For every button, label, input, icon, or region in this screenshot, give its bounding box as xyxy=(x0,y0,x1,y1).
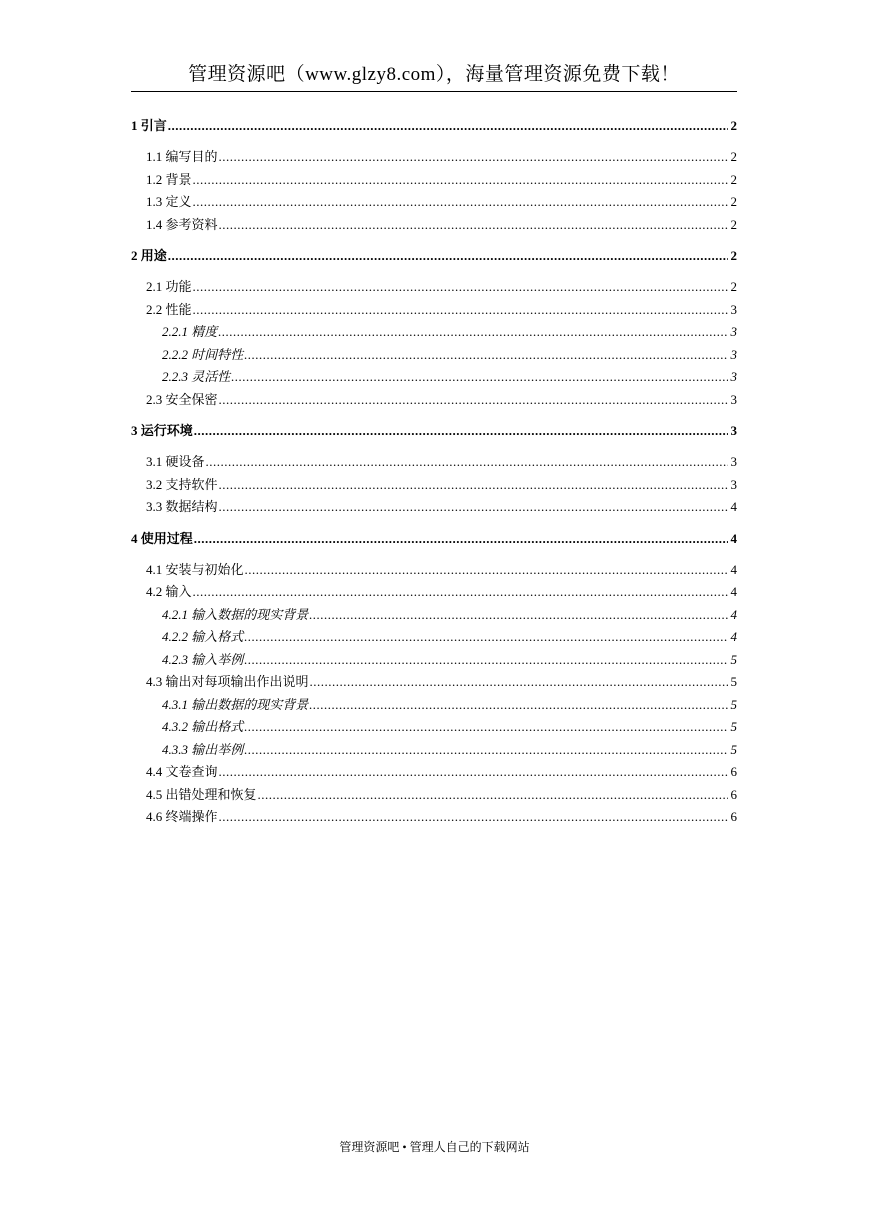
toc-entry-title: 4.3 输出对每项输出作出说明 xyxy=(146,674,309,689)
toc-entry-level-2[interactable] xyxy=(131,496,737,519)
toc-dot-leader xyxy=(219,806,728,829)
toc-entry-title: 4.3.2 输出格式 xyxy=(162,719,244,734)
toc-entry-title: 4.5 出错处理和恢复 xyxy=(146,786,257,802)
toc-entry-page-number: 2 xyxy=(730,118,737,133)
toc-entry-title: 2 用途 xyxy=(131,248,167,263)
toc-entry-level-3[interactable] xyxy=(131,604,737,627)
toc-entry-page-number: 2 xyxy=(730,149,737,164)
toc-entry-level-2[interactable] xyxy=(131,559,737,582)
toc-entry-page-number: 3 xyxy=(730,301,737,317)
toc-entry-level-2[interactable] xyxy=(131,169,737,192)
toc-dot-leader xyxy=(244,716,728,739)
toc-entry-level-2[interactable] xyxy=(131,474,737,497)
toc-entry-page-number: 3 xyxy=(730,369,737,384)
toc-entry-title: 2.2.1 精度 xyxy=(162,324,218,339)
toc-entry-title: 4.4 文卷查询 xyxy=(146,764,218,779)
table-of-contents xyxy=(131,114,737,829)
toc-entry-page-number: 4 xyxy=(730,606,737,622)
toc-entry-page-number: 2 xyxy=(730,216,737,232)
toc-entry-level-2[interactable] xyxy=(131,761,737,784)
toc-dot-leader xyxy=(245,559,728,582)
toc-dot-leader xyxy=(193,276,728,299)
toc-entry-level-2[interactable] xyxy=(131,191,737,214)
toc-entry-title: 1.4 参考资料 xyxy=(146,216,218,232)
toc-entry-title: 1.2 背景 xyxy=(146,171,192,187)
toc-dot-leader xyxy=(310,671,728,694)
toc-dot-leader xyxy=(244,344,728,367)
toc-dot-leader xyxy=(193,169,728,192)
toc-entry-page-number: 5 xyxy=(730,741,737,757)
toc-dot-leader xyxy=(194,419,728,443)
toc-dot-leader xyxy=(231,366,728,389)
toc-dot-leader xyxy=(309,604,728,627)
toc-dot-leader xyxy=(206,451,728,474)
toc-entry-title: 1 引言 xyxy=(131,118,167,133)
toc-entry-page-number: 5 xyxy=(730,674,737,689)
toc-entry-page-number: 5 xyxy=(730,696,737,712)
toc-entry-title: 4.2.1 输入数据的现实背景 xyxy=(162,606,309,622)
toc-entry-page-number: 5 xyxy=(730,719,737,734)
toc-entry-level-2[interactable] xyxy=(131,451,737,474)
toc-entry-level-1[interactable] xyxy=(131,527,737,551)
toc-entry-title: 1.3 定义 xyxy=(146,194,192,209)
header-divider xyxy=(131,91,737,92)
toc-entry-page-number: 3 xyxy=(730,346,737,362)
toc-dot-leader xyxy=(219,761,728,784)
toc-dot-leader xyxy=(168,114,728,138)
toc-entry-level-3[interactable] xyxy=(131,366,737,389)
toc-entry-page-number: 2 xyxy=(730,194,737,209)
toc-entry-page-number: 3 xyxy=(730,324,737,339)
toc-entry-page-number: 2 xyxy=(730,171,737,187)
toc-entry-title: 4.1 安装与初始化 xyxy=(146,561,244,577)
toc-entry-level-1[interactable] xyxy=(131,114,737,138)
toc-entry-page-number: 6 xyxy=(730,764,737,779)
toc-entry-level-2[interactable] xyxy=(131,299,737,322)
toc-dot-leader xyxy=(193,581,728,604)
toc-dot-leader xyxy=(194,527,728,551)
toc-dot-leader xyxy=(244,739,728,762)
toc-entry-level-2[interactable] xyxy=(131,146,737,169)
toc-entry-title: 4.2.3 输入举例 xyxy=(162,651,244,667)
toc-entry-page-number: 4 xyxy=(730,499,737,514)
toc-entry-title: 2.3 安全保密 xyxy=(146,391,218,407)
toc-dot-leader xyxy=(193,191,728,214)
toc-entry-level-1[interactable] xyxy=(131,419,737,443)
toc-entry-title: 2.2.2 时间特性 xyxy=(162,346,244,362)
toc-entry-level-3[interactable] xyxy=(131,739,737,762)
toc-entry-title: 3.1 硬设备 xyxy=(146,454,205,469)
page-header: 管理资源吧（www.glzy8.com），海量管理资源免费下载！ xyxy=(188,64,680,85)
toc-entry-title: 4.2.2 输入格式 xyxy=(162,629,244,644)
toc-entry-title: 1.1 编写目的 xyxy=(146,149,218,164)
toc-dot-leader xyxy=(219,496,728,519)
toc-entry-level-3[interactable] xyxy=(131,321,737,344)
toc-entry-title: 3.3 数据结构 xyxy=(146,499,218,514)
toc-entry-title: 3 运行环境 xyxy=(131,423,193,438)
toc-entry-page-number: 4 xyxy=(730,561,737,577)
toc-entry-page-number: 2 xyxy=(730,248,737,263)
toc-entry-level-3[interactable] xyxy=(131,694,737,717)
toc-entry-level-2[interactable] xyxy=(131,276,737,299)
toc-entry-level-2[interactable] xyxy=(131,806,737,829)
page-footer: 管理资源吧 • 管理人自己的下载网站 xyxy=(339,1140,530,1154)
toc-entry-page-number: 5 xyxy=(730,651,737,667)
toc-entry-page-number: 6 xyxy=(730,786,737,802)
toc-dot-leader xyxy=(244,649,728,672)
toc-entry-page-number: 4 xyxy=(730,629,737,644)
toc-entry-level-3[interactable] xyxy=(131,626,737,649)
toc-entry-title: 4 使用过程 xyxy=(131,530,193,546)
toc-entry-title: 4.3.1 输出数据的现实背景 xyxy=(162,696,309,712)
toc-entry-level-1[interactable] xyxy=(131,244,737,268)
toc-entry-page-number: 3 xyxy=(730,476,737,492)
toc-entry-level-2[interactable] xyxy=(131,784,737,807)
toc-dot-leader xyxy=(244,626,728,649)
toc-entry-level-2[interactable] xyxy=(131,671,737,694)
toc-entry-level-3[interactable] xyxy=(131,716,737,739)
toc-entry-page-number: 3 xyxy=(730,454,737,469)
toc-entry-title: 4.2 输入 xyxy=(146,584,192,599)
toc-entry-level-2[interactable] xyxy=(131,581,737,604)
toc-dot-leader xyxy=(219,214,728,237)
toc-dot-leader xyxy=(219,146,728,169)
toc-entry-page-number: 3 xyxy=(730,423,737,438)
toc-dot-leader xyxy=(218,321,728,344)
toc-entry-title: 2.2.3 灵活性 xyxy=(162,369,231,384)
toc-entry-title: 3.2 支持软件 xyxy=(146,476,218,492)
toc-entry-page-number: 4 xyxy=(730,530,737,546)
toc-entry-title: 2.1 功能 xyxy=(146,279,192,294)
toc-dot-leader xyxy=(258,784,728,807)
toc-entry-page-number: 3 xyxy=(730,391,737,407)
toc-dot-leader xyxy=(193,299,728,322)
toc-entry-level-3[interactable] xyxy=(131,344,737,367)
toc-entry-title: 4.6 终端操作 xyxy=(146,809,218,824)
toc-entry-level-2[interactable] xyxy=(131,214,737,237)
toc-dot-leader xyxy=(219,474,728,497)
toc-dot-leader xyxy=(309,694,728,717)
toc-entry-level-2[interactable] xyxy=(131,389,737,412)
toc-entry-page-number: 6 xyxy=(730,809,737,824)
toc-dot-leader xyxy=(168,244,728,268)
toc-entry-page-number: 4 xyxy=(730,584,737,599)
toc-entry-title: 2.2 性能 xyxy=(146,301,192,317)
toc-entry-level-3[interactable] xyxy=(131,649,737,672)
toc-entry-page-number: 2 xyxy=(730,279,737,294)
toc-entry-title: 4.3.3 输出举例 xyxy=(162,741,244,757)
toc-dot-leader xyxy=(219,389,728,412)
